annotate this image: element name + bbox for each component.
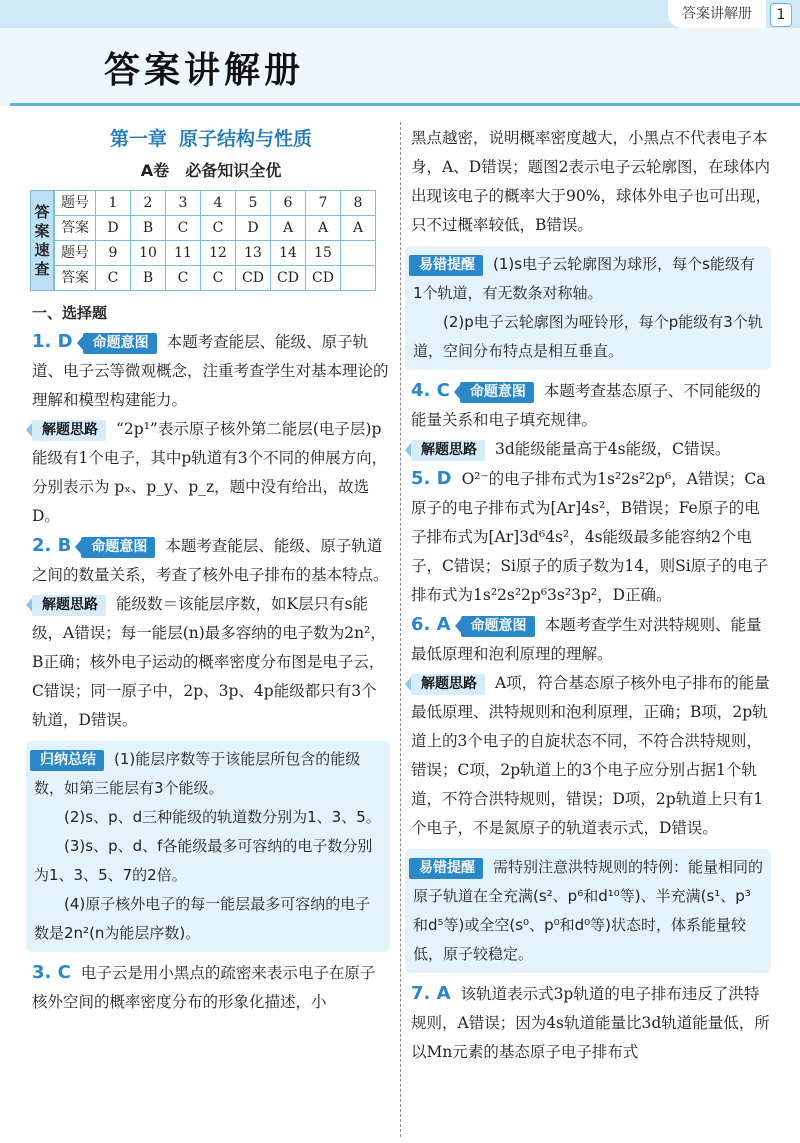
table-row xyxy=(55,241,376,266)
table-cell xyxy=(341,241,376,266)
intent-tag: 命题意图 xyxy=(461,616,535,637)
table-cell: 13 xyxy=(236,241,271,266)
volume-subtitle xyxy=(32,158,390,184)
summary-item: (4)原子核外电子的每一能层最多可容纳的电子数是2n²(n为能层序数)。 xyxy=(34,895,371,942)
answer-table-side-label: 答案速查 xyxy=(30,190,54,291)
column-divider xyxy=(400,122,401,1137)
table-cell xyxy=(341,266,376,291)
answer-text: 本题考查学生对洪特规则、能量最低原理和泡利原理的理解。 xyxy=(411,616,762,663)
answer-1-solution xyxy=(32,415,390,531)
volume-title: 必备知识全优 xyxy=(185,161,282,180)
table-cell: C xyxy=(201,266,236,291)
table-cell: 10 xyxy=(131,241,166,266)
answer-text: 能级数＝该能层序数，如K层只有s能级，A错误；每一能层(n)最多容纳的电子数为2n²，B正确；核外电子运动的概率密度分布图是电子云，C错误；同一原子中，2p、3p、4p能级都只有3个轨道，D错误。 xyxy=(32,595,386,729)
summary-text: (1)能层序数等于该能层所包含的能级数，如第三能层有3个能级。 xyxy=(34,750,361,797)
answer-text: 该轨道表示式3p轨道的电子排布违反了洪特规则，A错误；因为4s轨道能量比3d轨道能量低，所以Mn元素的基态原子电子排布式 xyxy=(411,985,770,1061)
answer-table xyxy=(54,190,376,291)
header-divider xyxy=(10,103,800,106)
answer-1-intent xyxy=(32,327,390,415)
answer-6-intent xyxy=(411,610,771,669)
table-cell: 1 xyxy=(96,191,131,216)
table-cell: CD xyxy=(271,266,306,291)
solution-tag: 解题思路 xyxy=(411,440,485,461)
mistake-item: (2)p电子云轮廓图为哑铃形，每个p能级有3个轨道，空间分布特点是相互垂直。 xyxy=(413,313,763,360)
chapter-title: 原子结构与性质 xyxy=(179,128,313,150)
table-cell: CD xyxy=(236,266,271,291)
answer-number: 5. D xyxy=(411,468,452,489)
table-header-cell: 答案 xyxy=(55,216,96,241)
answer-text: 本题考查基态原子、不同能级的能量关系和电子填充规律。 xyxy=(411,382,761,429)
answer-number: 3. C xyxy=(32,962,71,983)
table-cell: 4 xyxy=(201,191,236,216)
intent-tag: 命题意图 xyxy=(83,333,157,354)
table-row xyxy=(55,191,376,216)
table-cell: C xyxy=(166,266,201,291)
table-cell: 6 xyxy=(271,191,306,216)
solution-tag: 解题思路 xyxy=(32,420,106,441)
answer-5 xyxy=(411,464,771,610)
answer-number: 4. C xyxy=(411,380,450,401)
answer-text: 电子云是用小黑点的疏密来表示电子在原子核外空间的概率密度分布的形象化描述，小 xyxy=(32,964,376,1011)
mistake-tag: 易错提醒 xyxy=(409,858,483,879)
answer-text: A项，符合基态原子核外电子排布的能量最低原理、洪特规则和泡利原理，正确；B项，2p轨道上的3个电子的自旋状态不同，不符合洪特规则，错误；C项，2p轨道上的3个电子应分别占据1个轨道，不符合洪特规则，错误；D项，2p轨道上只有1个电子，不是氮原子的轨道表示式，D错误。 xyxy=(411,674,770,837)
table-cell: 2 xyxy=(131,191,166,216)
table-cell: 3 xyxy=(166,191,201,216)
answer-quick-table xyxy=(30,190,390,291)
table-cell: C xyxy=(96,266,131,291)
table-cell: A xyxy=(271,216,306,241)
answer-number: 2. B xyxy=(32,535,72,556)
mistake-box xyxy=(405,246,771,370)
answer-3-part2: 黑点越密，说明概率密度越大，小黑点不代表电子本身，A、D错误；题图2表示电子云轮廓图，在球体内出现该电子的概率大于90%，球体外电子也可出现，只不过概率较低，B错误。 xyxy=(411,129,771,234)
table-cell: 5 xyxy=(236,191,271,216)
summary-item xyxy=(34,745,382,803)
answer-2-intent xyxy=(32,531,390,590)
table-cell: 7 xyxy=(306,191,341,216)
table-cell: 8 xyxy=(341,191,376,216)
page-header xyxy=(0,28,800,106)
chapter-number: 第一章 xyxy=(109,128,167,150)
page-title: 答案讲解册 xyxy=(104,50,305,91)
table-cell: B xyxy=(131,266,166,291)
table-cell: A xyxy=(306,216,341,241)
answer-number: 6. A xyxy=(411,614,451,635)
answer-text: “2p¹”表示原子核外第二能层(电子层)p能级有1个电子，其中p轨道有3个不同的伸展方向，分别表示为 pₓ、p_y、p_z，题中没有给出，故选D。 xyxy=(32,420,388,525)
table-cell: C xyxy=(166,216,201,241)
table-cell: 9 xyxy=(96,241,131,266)
table-header-cell: 题号 xyxy=(55,191,96,216)
table-cell: 15 xyxy=(306,241,341,266)
answer-text: 3d能级能量高于4s能级，C错误。 xyxy=(495,440,731,458)
volume-label: A卷 xyxy=(140,161,170,180)
mistake-item xyxy=(413,853,763,969)
summary-box xyxy=(26,741,390,952)
table-cell: B xyxy=(131,216,166,241)
table-cell: 12 xyxy=(201,241,236,266)
page-number: 1 xyxy=(770,3,792,27)
intent-tag: 命题意图 xyxy=(81,537,155,558)
section-heading: 一、选择题 xyxy=(32,304,108,322)
summary-tag: 归纳总结 xyxy=(30,750,104,771)
mistake-tag: 易错提醒 xyxy=(409,255,483,276)
right-column xyxy=(411,124,771,1067)
top-banner xyxy=(0,0,800,28)
answer-7 xyxy=(411,979,771,1067)
answer-4-intent xyxy=(411,376,771,435)
mistake-text: 需特别注意洪特规则的特例：能量相同的原子轨道在全充满(s²、p⁶和d¹⁰等)、半充满(s¹、p³和d⁵等)或全空(s⁰、p⁰和d⁰等)状态时，体系能量较低，原子较稳定。 xyxy=(413,858,764,963)
answer-text: 本题考查能层、能级、原子轨道、电子云等微观概念，注重考查学生对基本理论的理解和模型构建能力。 xyxy=(32,333,389,409)
solution-tag: 解题思路 xyxy=(32,595,106,616)
solution-tag: 解题思路 xyxy=(411,674,485,695)
table-header-cell: 答案 xyxy=(55,266,96,291)
table-row xyxy=(55,216,376,241)
answer-text: 本题考查能层、能级、原子轨道之间的数量关系，考查了核外电子排布的基本特点。 xyxy=(32,537,389,584)
summary-item: (2)s、p、d三种能级的轨道数分别为1、3、5。 xyxy=(64,808,381,826)
answer-text: O²⁻的电子排布式为1s²2s²2p⁶，A错误；Ca原子的电子排布式为[Ar]4s²，B错误；Fe原子的电子排布式为[Ar]3d⁶4s²，4s能级最多能容纳2个电子，C错误；Si原子的质子数为14，则Si原子的电子排布式为1s²2s²2p⁶3s²3p²，D正确。 xyxy=(411,470,769,604)
answer-number: 7. A xyxy=(411,983,451,1004)
table-header-cell: 题号 xyxy=(55,241,96,266)
answer-4-solution xyxy=(411,435,771,464)
answer-6-solution xyxy=(411,669,771,843)
table-cell: D xyxy=(236,216,271,241)
table-cell: D xyxy=(96,216,131,241)
table-cell: 14 xyxy=(271,241,306,266)
answer-number: 1. D xyxy=(32,331,73,352)
section-tab: 答案讲解册 xyxy=(668,0,766,28)
answer-2-solution xyxy=(32,590,390,735)
table-cell: CD xyxy=(306,266,341,291)
chapter-heading xyxy=(32,124,390,154)
summary-item: (3)s、p、d、f各能级最多可容纳的电子数分别为1、3、5、7的2倍。 xyxy=(34,837,373,884)
intent-tag: 命题意图 xyxy=(460,382,534,403)
table-cell: C xyxy=(201,216,236,241)
table-cell: A xyxy=(341,216,376,241)
table-cell: 11 xyxy=(166,241,201,266)
table-row xyxy=(55,266,376,291)
mistake-item xyxy=(413,250,763,308)
mistake-box xyxy=(405,849,771,973)
answer-3-part1 xyxy=(32,958,390,1017)
mistake-text: (1)s电子云轮廓图为球形，每个s能级有1个轨道，有无数条对称轴。 xyxy=(413,255,755,302)
left-column xyxy=(32,124,390,1017)
